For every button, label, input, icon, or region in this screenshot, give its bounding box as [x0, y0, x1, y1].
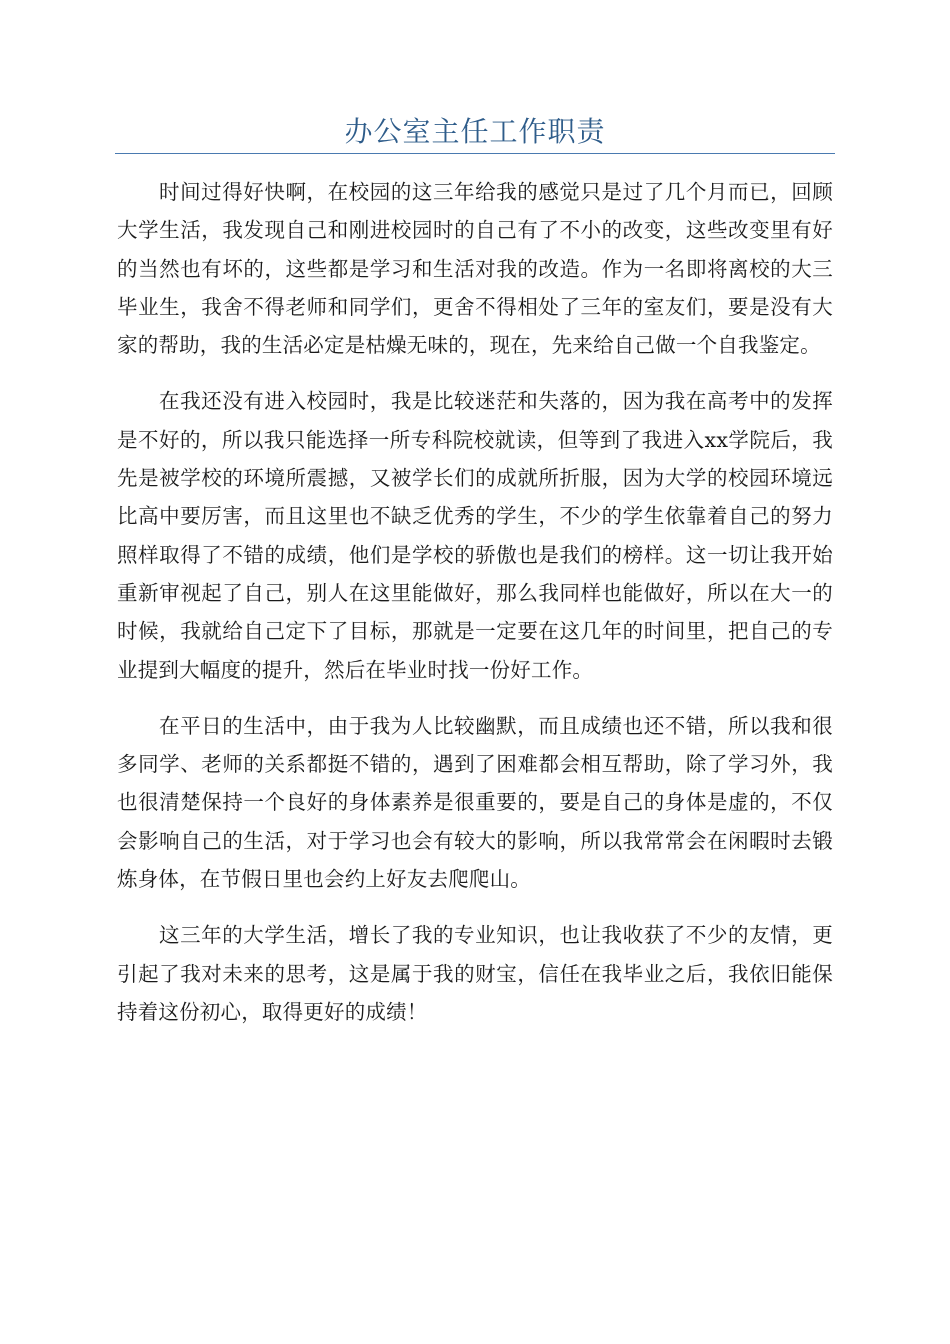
- paragraph-1: 时间过得好快啊，在校园的这三年给我的感觉只是过了几个月而已，回顾大学生活，我发现自己和刚进校园时的自己有了不小的改变，这些改变里有好的当然也有坏的，这些都是学习和生活对我的改造。作为一名即将离校的大三毕业生，我舍不得老师和同学们，更舍不得相处了三年的室友们，要是没有大家的帮助，我的生活必定是枯燥无味的，现在，先来给自己做一个自我鉴定。: [117, 180, 833, 358]
- document-body: [117, 173, 833, 1049]
- title-underline: [115, 153, 835, 154]
- document-title: 办公室主任工作职责: [344, 115, 606, 148]
- paragraph-2: 在我还没有进入校园时，我是比较迷茫和失落的，因为我在高考中的发挥是不好的，所以我只能选择一所专科院校就读，但等到了我进入xx学院后，我先是被学校的环境所震撼，又被学长们的成就所折服，因为大学的校园环境远比高中要厉害，而且这里也不缺乏优秀的学生，不少的学生依靠着自己的努力照样取得了不错的成绩，他们是学校的骄傲也是我们的榜样。这一切让我开始重新审视起了自己，别人在这里能做好，那么我同样也能做好，所以在大一的时候，我就给自己定下了目标，那就是一定要在这几年的时间里，把自己的专业提到大幅度的提升，然后在毕业时找一份好工作。: [117, 389, 833, 682]
- paragraph-3: 在平日的生活中，由于我为人比较幽默，而且成绩也还不错，所以我和很多同学、老师的关系都挺不错的，遇到了困难都会相互帮助，除了学习外，我也很清楚保持一个良好的身体素养是很重要的，要是自己的身体是虚的，不仅会影响自己的生活，对于学习也会有较大的影响，所以我常常会在闲暇时去锻炼身体，在节假日里也会约上好友去爬爬山。: [117, 713, 833, 892]
- paragraph-4: 这三年的大学生活，增长了我的专业知识，也让我收获了不少的友情，更引起了我对未来的思考，这是属于我的财宝，信任在我毕业之后，我依旧能保持着这份初心，取得更好的成绩！: [117, 923, 833, 1024]
